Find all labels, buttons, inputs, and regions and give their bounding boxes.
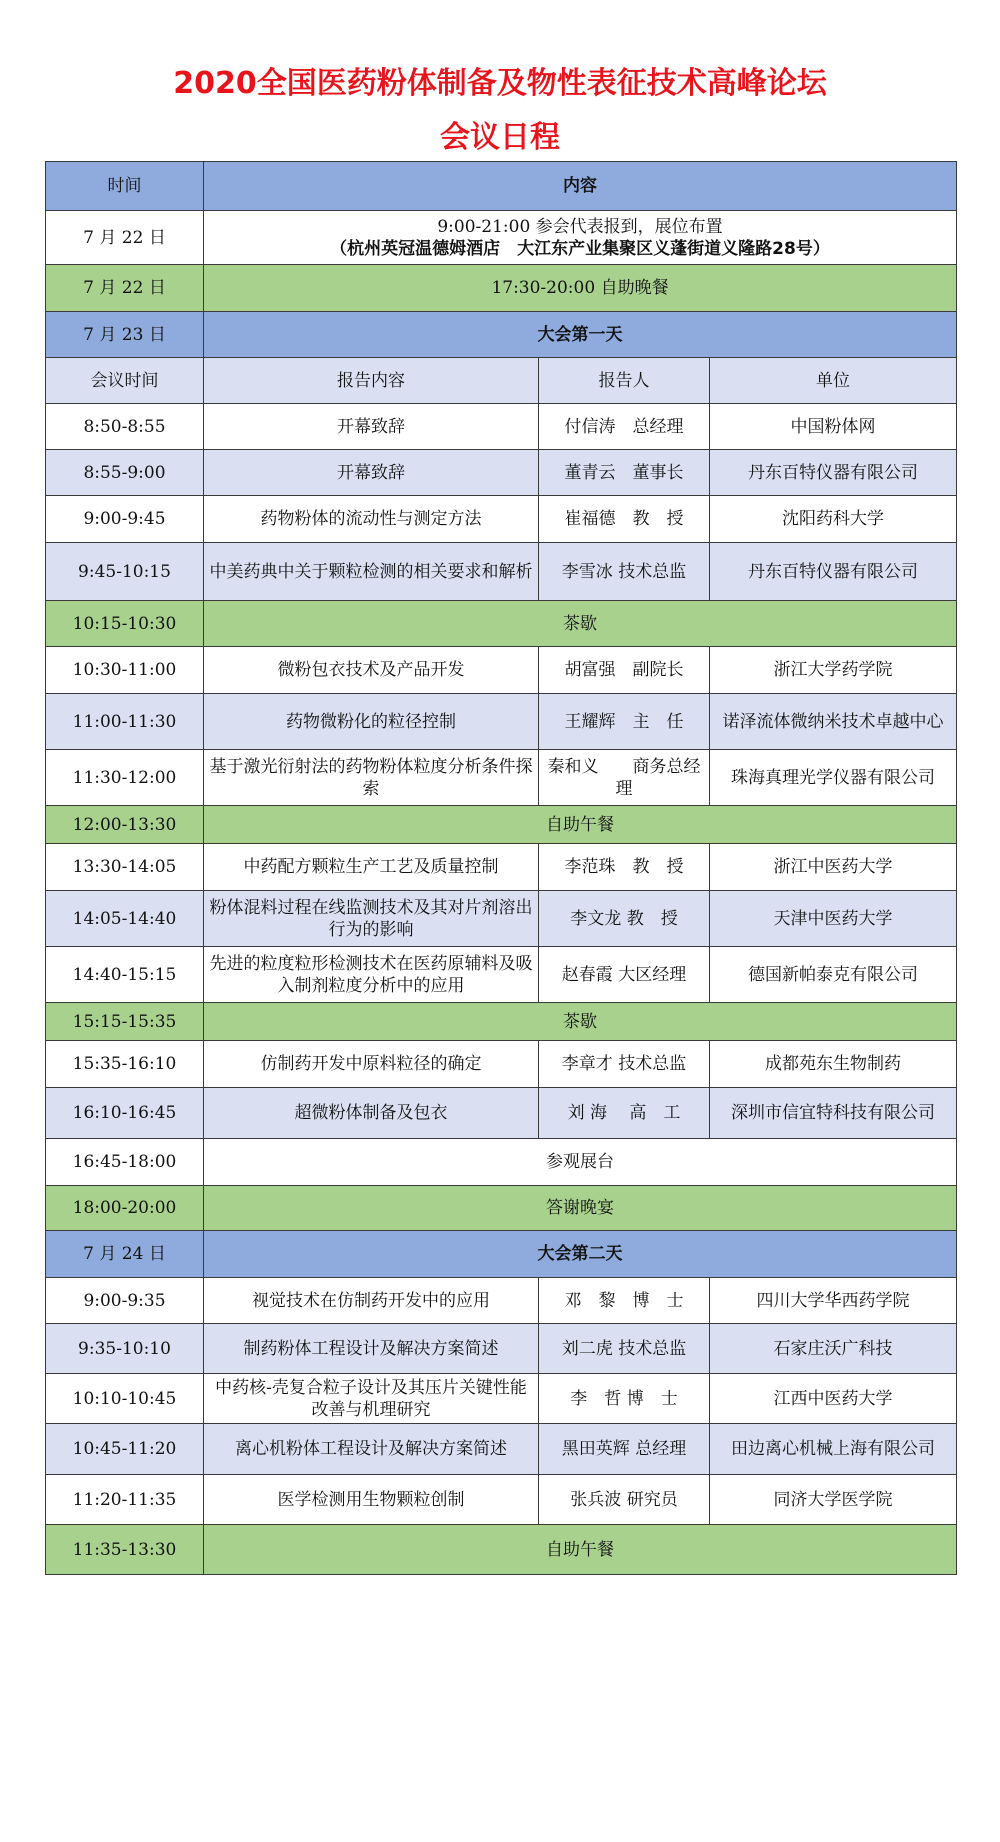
session-speaker: 黑田英辉 总经理 — [539, 1424, 710, 1475]
session-time: 14:40-15:15 — [46, 947, 204, 1003]
day2-header-row — [46, 1231, 957, 1278]
session-time: 8:55-9:00 — [46, 450, 204, 496]
session-time: 9:35-10:10 — [46, 1324, 204, 1374]
break-label: 茶歇 — [204, 601, 957, 647]
session-speaker: 李范珠 教 授 — [539, 844, 710, 891]
session-unit: 田边离心机械上海有限公司 — [710, 1424, 957, 1475]
session-row — [46, 450, 957, 496]
session-row — [46, 891, 957, 947]
header-content: 内容 — [204, 162, 957, 211]
session-unit: 丹东百特仪器有限公司 — [710, 450, 957, 496]
break-row — [46, 806, 957, 844]
session-time: 13:30-14:05 — [46, 844, 204, 891]
session-speaker: 王耀辉 主 任 — [539, 694, 710, 750]
session-row — [46, 647, 957, 694]
session-topic: 中美药典中关于颗粒检测的相关要求和解析 — [204, 543, 539, 601]
session-topic: 中药配方颗粒生产工艺及质量控制 — [204, 844, 539, 891]
welcome-dinner-row — [46, 265, 957, 312]
page-subtitle: 会议日程 — [440, 120, 560, 155]
session-time: 8:50-8:55 — [46, 404, 204, 450]
session-unit: 珠海真理光学仪器有限公司 — [710, 750, 957, 806]
col-unit: 单位 — [710, 358, 957, 404]
session-unit: 同济大学医学院 — [710, 1475, 957, 1525]
col-speaker: 报告人 — [539, 358, 710, 404]
break-row — [46, 1186, 957, 1231]
column-header-row — [46, 358, 957, 404]
session-topic: 先进的粒度粒形检测技术在医药原辅料及吸入制剂粒度分析中的应用 — [204, 947, 539, 1003]
session-unit: 天津中医药大学 — [710, 891, 957, 947]
session-unit: 深圳市信宜特科技有限公司 — [710, 1088, 957, 1139]
session-time: 18:00-20:00 — [46, 1186, 204, 1231]
col-topic: 报告内容 — [204, 358, 539, 404]
day1-date: 7 月 23 日 — [46, 312, 204, 358]
session-time: 15:35-16:10 — [46, 1041, 204, 1088]
session-time: 11:00-11:30 — [46, 694, 204, 750]
session-unit: 成都苑东生物制药 — [710, 1041, 957, 1088]
session-speaker: 李 哲 博 士 — [539, 1374, 710, 1424]
session-topic: 医学检测用生物颗粒创制 — [204, 1475, 539, 1525]
session-time: 9:00-9:45 — [46, 496, 204, 543]
registration-venue: （杭州英冠温德姆酒店 大江东产业集聚区义蓬街道义隆路28号） — [330, 238, 830, 259]
session-row — [46, 844, 957, 891]
session-unit: 浙江中医药大学 — [710, 844, 957, 891]
break-label: 茶歇 — [204, 1003, 957, 1041]
session-speaker: 刘二虎 技术总监 — [539, 1324, 710, 1374]
table-header-row — [46, 162, 957, 211]
session-unit: 沈阳药科大学 — [710, 496, 957, 543]
registration-info — [204, 211, 957, 265]
session-speaker: 李雪冰 技术总监 — [539, 543, 710, 601]
session-time: 11:20-11:35 — [46, 1475, 204, 1525]
session-time: 9:45-10:15 — [46, 543, 204, 601]
session-row — [46, 947, 957, 1003]
session-row — [46, 1041, 957, 1088]
session-speaker: 秦和义 商务总经理 — [539, 750, 710, 806]
session-time: 14:05-14:40 — [46, 891, 204, 947]
session-speaker: 李文龙 教 授 — [539, 891, 710, 947]
session-unit: 中国粉体网 — [710, 404, 957, 450]
dinner-text: 17:30-20:00 自助晚餐 — [204, 265, 957, 312]
col-time: 会议时间 — [46, 358, 204, 404]
session-time: 16:10-16:45 — [46, 1088, 204, 1139]
session-time: 15:15-15:35 — [46, 1003, 204, 1041]
session-row — [46, 1424, 957, 1475]
session-row — [46, 543, 957, 601]
session-row — [46, 694, 957, 750]
dinner-date: 7 月 22 日 — [46, 265, 204, 312]
session-row — [46, 1374, 957, 1424]
session-topic: 微粉包衣技术及产品开发 — [204, 647, 539, 694]
day1-header-row — [46, 312, 957, 358]
session-topic: 视觉技术在仿制药开发中的应用 — [204, 1278, 539, 1324]
session-unit: 德国新帕泰克有限公司 — [710, 947, 957, 1003]
session-topic: 中药核-壳复合粒子设计及其压片关键性能改善与机理研究 — [204, 1374, 539, 1424]
session-time: 11:30-12:00 — [46, 750, 204, 806]
session-row — [46, 1475, 957, 1525]
session-topic: 超微粉体制备及包衣 — [204, 1088, 539, 1139]
page-title: 2020全国医药粉体制备及物性表征技术高峰论坛 — [173, 66, 827, 101]
session-time: 10:45-11:20 — [46, 1424, 204, 1475]
session-speaker: 崔福德 教 授 — [539, 496, 710, 543]
session-speaker: 赵春霞 大区经理 — [539, 947, 710, 1003]
session-time: 9:00-9:35 — [46, 1278, 204, 1324]
break-row — [46, 1525, 957, 1575]
session-topic: 粉体混料过程在线监测技术及其对片剂溶出行为的影响 — [204, 891, 539, 947]
session-topic: 药物粉体的流动性与测定方法 — [204, 496, 539, 543]
session-time: 16:45-18:00 — [46, 1139, 204, 1186]
session-unit: 石家庄沃广科技 — [710, 1324, 957, 1374]
session-unit: 四川大学华西药学院 — [710, 1278, 957, 1324]
session-speaker: 付信涛 总经理 — [539, 404, 710, 450]
session-row — [46, 404, 957, 450]
session-topic: 仿制药开发中原料粒径的确定 — [204, 1041, 539, 1088]
session-topic: 基于激光衍射法的药物粉体粒度分析条件探索 — [204, 750, 539, 806]
break-row — [46, 1139, 957, 1186]
break-row — [46, 601, 957, 647]
session-unit: 江西中医药大学 — [710, 1374, 957, 1424]
header-time: 时间 — [46, 162, 204, 211]
day2-date: 7 月 24 日 — [46, 1231, 204, 1278]
session-topic: 离心机粉体工程设计及解决方案简述 — [204, 1424, 539, 1475]
session-unit: 浙江大学药学院 — [710, 647, 957, 694]
session-unit: 丹东百特仪器有限公司 — [710, 543, 957, 601]
session-row — [46, 496, 957, 543]
session-row — [46, 1278, 957, 1324]
session-unit: 诺泽流体微纳米技术卓越中心 — [710, 694, 957, 750]
session-row — [46, 1324, 957, 1374]
session-time: 12:00-13:30 — [46, 806, 204, 844]
session-speaker: 邓 黎 博 士 — [539, 1278, 710, 1324]
break-label: 答谢晚宴 — [204, 1186, 957, 1231]
registration-line1: 9:00-21:00 参会代表报到，展位布置 — [437, 216, 723, 237]
session-time: 10:10-10:45 — [46, 1374, 204, 1424]
session-row — [46, 1088, 957, 1139]
session-time: 10:30-11:00 — [46, 647, 204, 694]
registration-row — [46, 211, 957, 265]
schedule-table — [45, 161, 957, 1575]
session-speaker: 李章才 技术总监 — [539, 1041, 710, 1088]
session-time: 10:15-10:30 — [46, 601, 204, 647]
registration-date: 7 月 22 日 — [46, 211, 204, 265]
session-topic: 开幕致辞 — [204, 404, 539, 450]
break-label: 自助午餐 — [204, 1525, 957, 1575]
session-time: 11:35-13:30 — [46, 1525, 204, 1575]
session-topic: 制药粉体工程设计及解决方案简述 — [204, 1324, 539, 1374]
session-row — [46, 750, 957, 806]
break-label: 参观展台 — [204, 1139, 957, 1186]
session-topic: 开幕致辞 — [204, 450, 539, 496]
break-label: 自助午餐 — [204, 806, 957, 844]
session-speaker: 张兵波 研究员 — [539, 1475, 710, 1525]
day1-title: 大会第一天 — [204, 312, 957, 358]
session-speaker: 胡富强 副院长 — [539, 647, 710, 694]
session-topic: 药物微粉化的粒径控制 — [204, 694, 539, 750]
session-speaker: 董青云 董事长 — [539, 450, 710, 496]
break-row — [46, 1003, 957, 1041]
session-speaker: 刘 海 高 工 — [539, 1088, 710, 1139]
day2-title: 大会第二天 — [204, 1231, 957, 1278]
